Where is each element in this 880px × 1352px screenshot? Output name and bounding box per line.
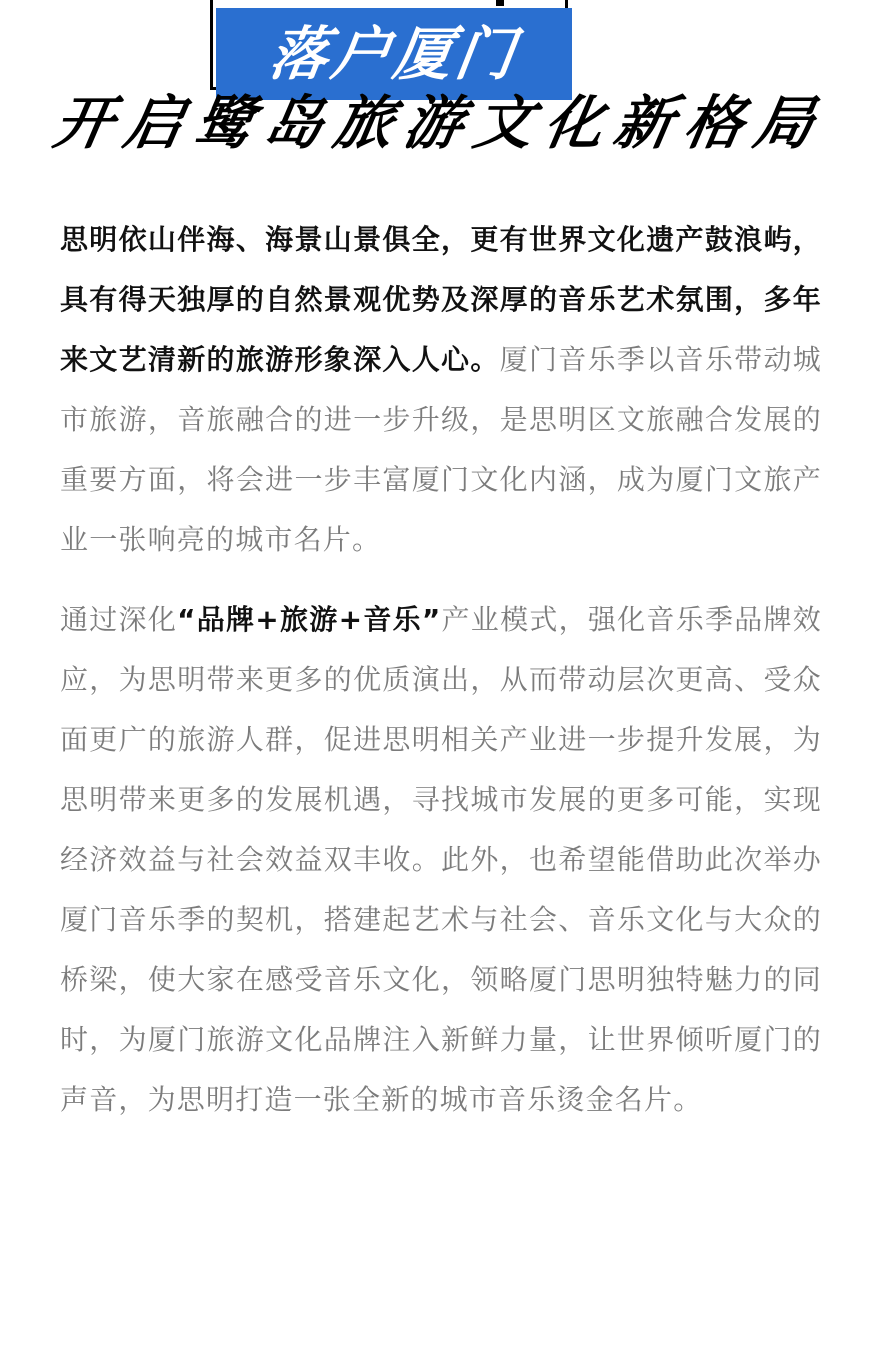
paragraph-1-rest: 厦门音乐季以音乐带动城市旅游，音旅融合的进一步升级，是思明区文旅融合发展的重要方面，将会进一步丰富厦门文化内涵，成为厦门文旅产业一张响亮的城市名片。 [60,343,822,556]
paragraph-1 [60,210,822,570]
paragraph-1-bold-lead: 思明依山伴海、海景山景俱全，更有世界文化遗产鼓浪屿，具有得天独厚的自然景观优势及深厚的音乐艺术氛围，多年来文艺清新的旅游形象深入人心。 [60,223,822,376]
tag-notch-mark [496,0,504,6]
paragraph-2-after: 产业模式，强化音乐季品牌效应，为思明带来更多的优质演出，从而带动层次更高、受众面更广的旅游人群，促进思明相关产业进一步提升发展，为思明带来更多的发展机遇，寻找城市发展的更多可能，实现经济效益与社会效益双丰收。此外，也希望能借助此次举办厦门音乐季的契机，搭建起艺术与社会、音乐文化与大众的桥梁，使大家在感受音乐文化，领略厦门思明独特魅力的同时，为厦门旅游文化品牌注入新鲜力量，让世界倾听厦门的声音，为思明打造一张全新的城市音乐烫金名片。 [60,603,822,1116]
article-body [60,210,822,1130]
paragraph-2-before: 通过深化 [60,603,178,636]
header [0,0,880,170]
paragraph-2-highlight: “品牌+旅游+音乐” [177,603,442,636]
page-title: 开启鹭岛旅游文化新格局 [48,89,831,157]
tag-title: 落户厦门 [265,20,523,88]
paragraph-2 [60,590,822,1130]
